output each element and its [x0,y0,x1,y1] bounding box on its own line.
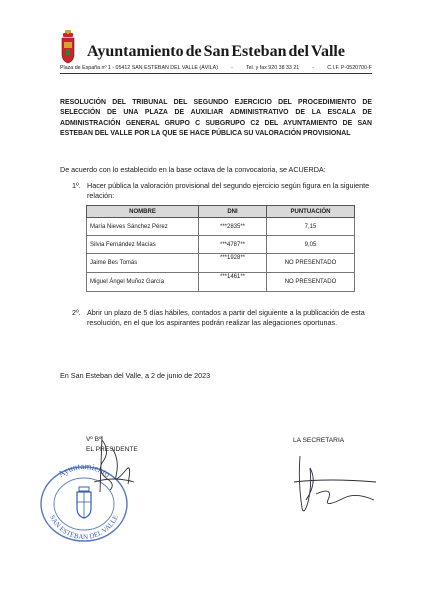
address-line [60,65,372,71]
agreement-item-2 [72,308,372,328]
table-row [87,273,355,292]
table-header-row [87,206,355,218]
address-tel: Tel. y fax 920 38 33 21 [245,65,300,71]
cell-puntuacion: 9,05 [267,236,355,254]
item-text: Abrir un plazo de 5 días hábiles, contados a partir del siguiente a la publicación de esta resolución, en el que los aspirantes podrán realizar las alegaciones oportunas. [87,308,365,327]
seal-text-top: Ayuntamiento [55,462,113,480]
results-table [86,205,355,292]
column-header-nombre: NOMBRE [87,206,199,218]
cell-puntuacion: NO PRESENTADO [267,273,355,292]
cell-puntuacion: NO PRESENTADO [267,254,355,273]
title-word: Ayuntamiento [87,43,184,60]
address-street: Plaza de España nº 1 - 05412 SAN ESTEBAN DEL VALLE (ÁVILA) [60,65,218,71]
title-word: San [203,43,230,60]
agreement-item-1 [72,181,372,201]
cell-nombre: Silvia Fernández Macías [87,236,199,254]
cell-nombre: Miguel Ángel Muñoz García [87,273,199,292]
page-title [87,43,345,61]
address-cif: C.I.F. P-0520700-F [327,65,372,71]
president-signature-icon [86,430,141,500]
cell-dni: ***1928** [199,254,267,273]
cell-nombre: Jaime Bes Tomás [87,254,199,273]
column-header-puntuacion: PUNTUACIÓN [267,206,355,218]
address-sep: - [312,65,315,71]
cell-dni: ***2835** [199,218,267,236]
item-number: 2º. [72,308,81,317]
address-sep: - [231,65,233,71]
intro-paragraph: De acuerdo con lo establecido en la base octava de la convocatoria, se ACUERDA: [60,165,326,174]
date-line: En San Esteban del Valle, a 2 de junio de 2023 [60,371,211,380]
title-word: de [185,43,202,60]
title-word: Esteban [231,43,287,60]
cell-dni: ***1461** [199,273,267,292]
column-header-dni: DNI [199,206,267,218]
president-label: EL PRESIDENTE [86,446,138,453]
resolution-heading: RESOLUCIÓN DEL TRIBUNAL DEL SEGUNDO EJERCICIO DEL PROCEDIMIENTO DE SELECCIÓN DE UNA PLAZA DE AUXILIAR ADMINISTRATIVO DE LA ESCALA DE ADMINISTRACIÓN GENERAL GRUPO C SUBGRUPO C2 DEL AYUNTAMIENTO DE SAN ESTEBAN DEL VALLE POR LA QUE SE HACE PÚBLICA SU VALORACIÓN PROVISIONAL [60,99,372,138]
approval-label: Vº Bº [86,436,102,443]
item-text: Hacer pública la valoración provisional del segundo ejercicio según figura en la siguiente relación: [87,181,370,200]
title-word: Valle [310,43,345,60]
coat-of-arms-icon [60,30,76,64]
seal-text-bottom: SAN ESTEBAN DEL VALLE [48,513,120,542]
secretary-label: LA SECRETARIA [293,437,345,444]
table-row [87,218,355,236]
cell-nombre: María Nieves Sánchez Pérez [87,218,199,236]
cell-puntuacion: 7,15 [267,218,355,236]
cell-dni: ***4787** [199,236,267,254]
table-row [87,236,355,254]
header-divider [60,73,372,74]
table-row [87,254,355,273]
secretary-signature-icon [288,442,378,522]
title-word: del [288,43,309,60]
item-number: 1º. [72,181,81,190]
